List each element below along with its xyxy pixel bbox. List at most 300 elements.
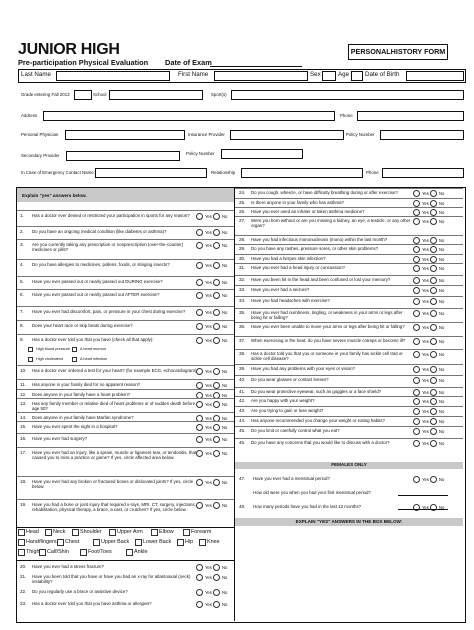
left-question-3-number: 3. — [20, 242, 24, 247]
date-of-exam-input[interactable] — [210, 66, 302, 67]
left-question-7-number: 7. — [20, 309, 24, 314]
left-question-21-no-radio[interactable] — [213, 574, 220, 581]
right-question-38-yes-label: Yes — [422, 352, 429, 357]
right-question-46-yes-label: Yes — [422, 441, 429, 446]
left-question-12-yes-label: Yes — [205, 393, 212, 398]
right-question-37-no-radio[interactable] — [430, 338, 437, 345]
left-question-7-no-label: No — [222, 310, 228, 315]
left-question-14-number: 14. — [20, 415, 27, 420]
left-question-1-no-label: No — [222, 214, 228, 219]
left-question-2-text: Do you have an ongoing medical condition (like diabetes or asthma)? — [32, 229, 167, 234]
right-question-29-number: 29. — [239, 246, 246, 251]
left-question-20-yes-radio[interactable] — [196, 564, 203, 571]
left-question-17-no-label: No — [222, 451, 228, 456]
left-question-2-no-label: No — [222, 230, 228, 235]
right-question-38-no-radio[interactable] — [430, 351, 437, 358]
right-question-33-yes-radio[interactable] — [413, 287, 420, 294]
date-of-exam-label: Date of Exam — [165, 58, 212, 67]
right-question-42-text: Are you happy with your weight? — [251, 398, 315, 403]
left-question-14-no-label: No — [222, 416, 228, 421]
right-question-43-yes-radio[interactable] — [413, 408, 420, 415]
left-question-20-text: Have you ever had a stress fracture? — [32, 564, 104, 569]
right-question-30-text: Have you had a herpes skin infection? — [251, 256, 326, 261]
left-question-3-no-label: No — [222, 243, 228, 248]
right-question-36-no-radio[interactable] — [430, 324, 437, 331]
left-question-13-no-radio[interactable] — [213, 401, 220, 408]
left-question-8-no-radio[interactable] — [213, 323, 220, 330]
emergency-contact-input[interactable] — [95, 168, 207, 178]
left-question-9-no-radio[interactable] — [213, 337, 220, 344]
right-question-46-no-radio[interactable] — [430, 440, 437, 447]
sex-input[interactable] — [322, 71, 336, 81]
right-question-33-no-radio[interactable] — [430, 287, 437, 294]
right-question-31-text: Have you ever had a head injury or concussion? — [251, 265, 345, 270]
left-question-5-yes-radio[interactable] — [196, 279, 203, 286]
left-question-23-yes-label: Yes — [205, 602, 212, 607]
right-question-27-yes-radio[interactable] — [413, 218, 420, 225]
left-question-19-yes-radio[interactable] — [196, 502, 203, 509]
right-question-43-no-label: No — [439, 409, 445, 414]
right-question-45-no-radio[interactable] — [430, 428, 437, 435]
insurance-provider-label: Insurance Provider — [188, 132, 225, 137]
left-question-12-text: Does anyone in your family have a heart problem? — [32, 392, 131, 397]
left-question-4-number: 4. — [20, 262, 24, 267]
left-question-4-yes-label: Yes — [205, 263, 212, 268]
right-question-36-yes-radio[interactable] — [413, 324, 420, 331]
right-question-28-yes-radio[interactable] — [413, 237, 420, 244]
left-question-13-yes-radio[interactable] — [196, 401, 203, 408]
body-part-thigh-checkbox[interactable] — [18, 549, 25, 556]
left-question-10-text: Has a doctor ever ordered a test for your heart? (for example ECG, echocardiogram) — [32, 368, 197, 373]
right-question-31-no-label: No — [439, 266, 445, 271]
personal-physician-input[interactable] — [65, 130, 185, 140]
body-part-lower-back-checkbox[interactable] — [135, 539, 142, 546]
left-question-8-no-label: No — [222, 324, 228, 329]
row-divider — [17, 226, 234, 227]
left-question-1-yes-radio[interactable] — [196, 213, 203, 220]
heart-infection-checkbox[interactable] — [72, 357, 77, 362]
right-question-35-no-radio[interactable] — [430, 310, 437, 317]
dob-input[interactable] — [406, 71, 464, 81]
grade-label: Grade entering Fall 2013 — [21, 92, 70, 97]
left-question-8-number: 8. — [20, 323, 24, 328]
right-question-39-text: Have you had any problems with your eyes or vision? — [251, 366, 355, 371]
row-divider — [235, 263, 463, 264]
right-question-32-yes-label: Yes — [422, 278, 429, 283]
right-question-28-no-radio[interactable] — [430, 237, 437, 244]
right-question-43-yes-label: Yes — [422, 409, 429, 414]
left-question-23-number: 23. — [20, 601, 27, 606]
right-question-25-text: Is there anyone in your family who has asthma? — [251, 200, 344, 205]
left-question-6-number: 6. — [20, 292, 24, 297]
right-question-29-text: Do you have any rashes, pressure sores, or other skin problems? — [251, 246, 379, 251]
left-question-22-no-label: No — [222, 590, 228, 595]
body-part-shoulder-label: Shoulder — [80, 529, 102, 535]
relationship-label: Relationship — [211, 170, 236, 175]
left-question-4-no-radio[interactable] — [213, 262, 220, 269]
left-question-12-number: 12. — [20, 392, 27, 397]
right-question-35-text: Have you ever had numbness, tingling, or weakness in your arms or legs after being hit or falling? — [251, 310, 403, 320]
relationship-input[interactable] — [241, 168, 363, 178]
right-question-44-no-label: No — [439, 419, 445, 424]
right-question-39-no-label: No — [439, 367, 445, 372]
left-question-2-yes-radio[interactable] — [196, 229, 203, 236]
row-divider — [17, 306, 234, 307]
left-question-18-yes-radio[interactable] — [196, 479, 203, 486]
right-question-31-number: 31. — [239, 265, 246, 270]
right-question-40-yes-label: Yes — [422, 378, 429, 383]
body-part-neck-label: Neck — [53, 529, 66, 535]
left-question-9-yes-radio[interactable] — [196, 337, 203, 344]
right-question-39-yes-radio[interactable] — [413, 366, 420, 373]
left-question-2-yes-label: Yes — [205, 230, 212, 235]
right-question-25-no-radio[interactable] — [430, 200, 437, 207]
female-question-3-yes-label: Yes — [422, 505, 429, 510]
left-question-11-number: 11. — [20, 382, 27, 387]
row-divider — [17, 259, 234, 260]
right-question-27-no-radio[interactable] — [430, 218, 437, 225]
body-part-shoulder-checkbox[interactable] — [72, 529, 79, 536]
left-question-11-yes-label: Yes — [205, 383, 212, 388]
right-question-40-no-radio[interactable] — [430, 377, 437, 384]
right-question-26-no-radio[interactable] — [430, 209, 437, 216]
row-divider — [17, 412, 234, 413]
left-question-18-number: 18. — [20, 479, 27, 484]
school-label: School — [93, 92, 107, 97]
female-question-1-yes-label: Yes — [422, 477, 429, 482]
female-question-1-yes-radio[interactable] — [413, 476, 420, 483]
right-question-28-yes-label: Yes — [422, 238, 429, 243]
left-question-9-number: 9. — [20, 337, 24, 342]
left-question-16-text: Have you ever had surgery? — [32, 436, 88, 441]
left-question-3-yes-radio[interactable] — [196, 242, 203, 249]
body-part-upper-arm-checkbox[interactable] — [109, 529, 116, 536]
policy-number2-input[interactable] — [221, 149, 303, 159]
body-part-head-label: Head — [26, 529, 39, 535]
right-question-34-yes-radio[interactable] — [413, 298, 420, 305]
right-question-25-no-label: No — [439, 201, 445, 206]
left-question-21-yes-label: Yes — [205, 575, 212, 580]
left-question-20-no-radio[interactable] — [213, 564, 220, 571]
sports-input[interactable] — [231, 90, 464, 100]
right-question-26-no-label: No — [439, 210, 445, 215]
right-question-32-no-radio[interactable] — [430, 277, 437, 284]
left-question-19-no-radio[interactable] — [213, 502, 220, 509]
right-question-41-no-label: No — [439, 390, 445, 395]
body-part-head-checkbox[interactable] — [18, 529, 25, 536]
left-question-16-yes-radio[interactable] — [196, 436, 203, 443]
left-question-4-yes-radio[interactable] — [196, 262, 203, 269]
left-question-18-text: Have you ever had any broken or fractured bones or dislocated joints? If yes, circle below. — [32, 479, 194, 489]
right-question-31-yes-radio[interactable] — [413, 265, 420, 272]
right-question-38-yes-radio[interactable] — [413, 351, 420, 358]
right-question-30-number: 30. — [239, 256, 246, 261]
left-question-17-yes-label: Yes — [205, 451, 212, 456]
left-question-8-yes-label: Yes — [205, 324, 212, 329]
high-cholesterol-checkbox[interactable] — [28, 357, 33, 362]
left-question-22-number: 22. — [20, 589, 27, 594]
row-divider — [17, 433, 234, 434]
row-divider — [235, 235, 463, 236]
right-question-44-no-radio[interactable] — [430, 418, 437, 425]
left-question-18-yes-label: Yes — [205, 480, 212, 485]
right-question-46-yes-radio[interactable] — [413, 440, 420, 447]
body-part-ankle-checkbox[interactable] — [126, 549, 133, 556]
right-question-44-text: Has anyone recommended you change your weight or eating habits? — [251, 418, 385, 423]
left-question-15-number: 15. — [20, 424, 27, 429]
left-question-3-no-radio[interactable] — [213, 242, 220, 249]
age-label: Age — [338, 71, 350, 78]
right-question-32-yes-radio[interactable] — [413, 277, 420, 284]
right-question-41-no-radio[interactable] — [430, 389, 437, 396]
body-part-calf-shin-checkbox[interactable] — [39, 549, 46, 556]
right-question-34-no-radio[interactable] — [430, 298, 437, 305]
age-input[interactable] — [351, 71, 363, 81]
right-question-25-yes-radio[interactable] — [413, 200, 420, 207]
body-part-chest-checkbox[interactable] — [57, 539, 64, 546]
left-question-6-yes-radio[interactable] — [196, 292, 203, 299]
left-question-11-text: Has anyone in your family died for no apparent reason? — [32, 382, 141, 387]
school-input[interactable] — [109, 90, 203, 100]
left-question-1-number: 1. — [20, 213, 24, 218]
left-question-10-no-radio[interactable] — [213, 368, 220, 375]
left-question-16-no-label: No — [222, 437, 228, 442]
left-question-11-no-radio[interactable] — [213, 382, 220, 389]
row-divider — [17, 276, 234, 277]
left-question-15-yes-radio[interactable] — [196, 424, 203, 431]
left-header-text: Explain "yes" answers below. — [22, 193, 87, 198]
left-question-15-no-label: No — [222, 425, 228, 430]
body-part-hand-fingers-checkbox[interactable] — [18, 539, 25, 546]
body-part-elbow-checkbox[interactable] — [151, 529, 158, 536]
right-question-29-yes-label: Yes — [422, 247, 429, 252]
insurance-provider-input[interactable] — [230, 130, 344, 140]
row-divider — [235, 364, 463, 365]
row-divider — [235, 426, 463, 427]
right-question-35-number: 35. — [239, 310, 246, 315]
left-question-21-number: 21. — [20, 574, 27, 579]
right-question-40-text: Do you wear glasses or contact lenses? — [251, 377, 329, 382]
heart-murmur-label: A heart murmur — [80, 347, 107, 351]
row-divider — [17, 476, 234, 477]
right-question-27-number: 27. — [239, 218, 246, 223]
left-question-20-yes-label: Yes — [205, 565, 212, 570]
right-question-26-text: Have you ever used an inhaler or taken asthma medicine? — [251, 209, 365, 214]
right-question-29-no-label: No — [439, 247, 445, 252]
right-question-40-yes-radio[interactable] — [413, 377, 420, 384]
row-divider — [17, 398, 234, 399]
row-divider — [17, 379, 234, 380]
left-question-9-text: Has a doctor ever told you that you have (check all that apply): — [32, 337, 154, 342]
form-badge: PERSONALHISTORY FORM — [348, 44, 448, 60]
right-question-41-yes-label: Yes — [422, 390, 429, 395]
left-question-5-no-radio[interactable] — [213, 279, 220, 286]
left-question-6-no-radio[interactable] — [213, 292, 220, 299]
left-question-8-yes-radio[interactable] — [196, 323, 203, 330]
sex-label: Sex — [310, 71, 321, 78]
dob-label: Date of Birth — [365, 71, 400, 78]
last-name-input[interactable] — [56, 71, 170, 81]
right-question-25-number: 25. — [239, 200, 246, 205]
female-question-1-no-radio[interactable] — [430, 476, 437, 483]
left-question-15-yes-label: Yes — [205, 425, 212, 430]
right-question-31-no-radio[interactable] — [430, 265, 437, 272]
body-part-neck-checkbox[interactable] — [45, 529, 52, 536]
right-question-39-no-radio[interactable] — [430, 366, 437, 373]
phone-input[interactable] — [357, 111, 464, 121]
heart-murmur-checkbox[interactable] — [72, 347, 77, 352]
right-question-36-yes-label: Yes — [422, 325, 429, 330]
right-question-24-yes-radio[interactable] — [413, 190, 420, 197]
body-part-upper-back-label: Upper Back — [101, 539, 130, 545]
right-question-36-text: Have you ever been unable to move your arms or legs after being hit or falling? — [251, 324, 405, 329]
left-question-4-no-label: No — [222, 263, 228, 268]
left-question-5-text: Have you ever passed out or nearly passed out DURING exercise? — [32, 279, 163, 284]
body-part-forearm-checkbox[interactable] — [183, 529, 190, 536]
row-divider — [235, 349, 463, 350]
right-question-29-yes-radio[interactable] — [413, 246, 420, 253]
policy-number-input[interactable] — [380, 130, 464, 140]
left-question-10-yes-label: Yes — [205, 369, 212, 374]
left-question-13-number: 13. — [20, 401, 27, 406]
left-question-16-no-radio[interactable] — [213, 436, 220, 443]
left-question-22-yes-label: Yes — [205, 590, 212, 595]
right-question-45-no-label: No — [439, 429, 445, 434]
left-question-23-no-radio[interactable] — [213, 601, 220, 608]
right-question-31-yes-label: Yes — [422, 266, 429, 271]
left-question-13-text: Has any family member or relative died of heart problems or of sudden death before age 50? — [32, 401, 196, 411]
row-divider — [17, 210, 234, 211]
right-question-42-yes-label: Yes — [422, 399, 429, 404]
address-input[interactable] — [43, 111, 335, 121]
left-question-22-no-radio[interactable] — [213, 589, 220, 596]
right-question-30-no-radio[interactable] — [430, 256, 437, 263]
row-divider — [235, 438, 463, 439]
right-question-43-no-radio[interactable] — [430, 408, 437, 415]
row-divider — [235, 308, 463, 309]
first-name-input[interactable] — [214, 71, 308, 81]
row-divider — [235, 216, 463, 217]
right-question-36-number: 36. — [239, 324, 246, 329]
body-part-hip-label: Hip — [185, 539, 194, 545]
right-question-40-no-label: No — [439, 378, 445, 383]
right-question-41-yes-radio[interactable] — [413, 389, 420, 396]
left-question-23-text: Has a doctor ever told you that you have asthma or allergies? — [32, 601, 152, 606]
body-part-lower-back-label: Lower Back — [143, 539, 172, 545]
left-question-3-yes-label: Yes — [205, 243, 212, 248]
secondary-provider-label: Secondary Provider — [21, 153, 60, 158]
left-question-21-no-label: No — [222, 575, 228, 580]
right-question-35-no-label: No — [439, 311, 445, 316]
right-question-37-number: 37. — [239, 338, 246, 343]
right-question-24-text: Do you cough, wheeze, or have difficulty breathing during or after exercise? — [251, 190, 398, 195]
left-question-11-yes-radio[interactable] — [196, 382, 203, 389]
explain-answers-box[interactable] — [235, 526, 463, 620]
high-blood-pressure-checkbox[interactable] — [28, 347, 33, 352]
right-question-42-yes-radio[interactable] — [413, 398, 420, 405]
left-question-15-no-radio[interactable] — [213, 424, 220, 431]
right-question-43-number: 43. — [239, 408, 246, 413]
left-question-7-no-radio[interactable] — [213, 309, 220, 316]
right-question-41-number: 41. — [239, 389, 246, 394]
right-question-35-yes-radio[interactable] — [413, 310, 420, 317]
left-question-16-number: 16. — [20, 436, 27, 441]
right-question-45-number: 45. — [239, 428, 246, 433]
female-question-number: 47. — [239, 476, 246, 481]
first-name-label: First Name — [178, 71, 209, 78]
row-divider — [235, 285, 463, 286]
left-question-13-no-label: No — [222, 402, 228, 407]
right-question-24-no-radio[interactable] — [430, 190, 437, 197]
body-part-knee-label: Knee — [207, 539, 220, 545]
row-divider — [235, 254, 463, 255]
females-only-header: FEMALES ONLY — [235, 462, 463, 469]
right-question-41-text: Do you wear protective eyewear, such as goggles or a face shield? — [251, 389, 382, 394]
right-question-43-text: Are you trying to gain or lose weight? — [251, 408, 324, 413]
left-question-21-yes-radio[interactable] — [196, 574, 203, 581]
right-question-37-text: When exercising in the heat, do you have severe muscle cramps or become ill? — [251, 338, 406, 343]
right-question-42-no-radio[interactable] — [430, 398, 437, 405]
left-question-14-text: Does anyone in your family have Marfan syndrome? — [32, 415, 134, 420]
first-period-age-input[interactable] — [398, 495, 448, 496]
left-question-14-yes-label: Yes — [205, 416, 212, 421]
right-question-44-yes-radio[interactable] — [413, 418, 420, 425]
body-part-foot-toes-checkbox[interactable] — [80, 549, 87, 556]
form-title: JUNIOR HIGH — [18, 41, 120, 58]
right-question-26-number: 26. — [239, 209, 246, 214]
right-question-37-yes-radio[interactable] — [413, 338, 420, 345]
right-question-44-yes-label: Yes — [422, 419, 429, 424]
left-question-10-yes-radio[interactable] — [196, 368, 203, 375]
left-question-18-no-radio[interactable] — [213, 479, 220, 486]
periods-count-input[interactable] — [398, 509, 448, 510]
right-question-26-yes-radio[interactable] — [413, 209, 420, 216]
body-part-knee-checkbox[interactable] — [199, 539, 206, 546]
left-question-5-no-label: No — [222, 280, 228, 285]
left-question-7-yes-radio[interactable] — [196, 309, 203, 316]
left-question-17-no-radio[interactable] — [213, 450, 220, 457]
left-question-19-number: 19. — [20, 502, 27, 507]
right-question-30-yes-radio[interactable] — [413, 256, 420, 263]
left-question-20-no-label: No — [222, 565, 228, 570]
body-part-upper-back-checkbox[interactable] — [93, 539, 100, 546]
left-question-18-no-label: No — [222, 480, 228, 485]
secondary-provider-input[interactable] — [66, 151, 180, 161]
row-divider — [235, 275, 463, 276]
female-question-text: How many periods have you had in the last 12 months? — [253, 504, 362, 509]
body-part-elbow-label: Elbow — [159, 529, 174, 535]
right-question-37-yes-label: Yes — [422, 339, 429, 344]
right-question-28-no-label: No — [439, 238, 445, 243]
left-question-23-yes-radio[interactable] — [196, 601, 203, 608]
right-question-45-yes-radio[interactable] — [413, 428, 420, 435]
phone-label: Phone — [340, 113, 353, 118]
left-question-3-text: Are you currently taking any prescription or nonprescription (over-the-counter) medicines or pills? — [32, 242, 184, 252]
body-part-hip-checkbox[interactable] — [177, 539, 184, 546]
right-question-32-no-label: No — [439, 278, 445, 283]
left-question-22-yes-radio[interactable] — [196, 589, 203, 596]
phone2-input[interactable] — [382, 168, 464, 178]
left-question-2-no-radio[interactable] — [213, 229, 220, 236]
grade-input[interactable] — [74, 90, 92, 100]
emergency-contact-label: In Case of Emergency Contact Name: — [21, 170, 95, 175]
row-divider — [235, 387, 463, 388]
left-question-1-no-radio[interactable] — [213, 213, 220, 220]
left-question-17-yes-radio[interactable] — [196, 450, 203, 457]
policy-number2-label: Policy Number — [186, 151, 215, 156]
phone2-label: Phone — [366, 170, 379, 175]
right-question-29-no-radio[interactable] — [430, 246, 437, 253]
